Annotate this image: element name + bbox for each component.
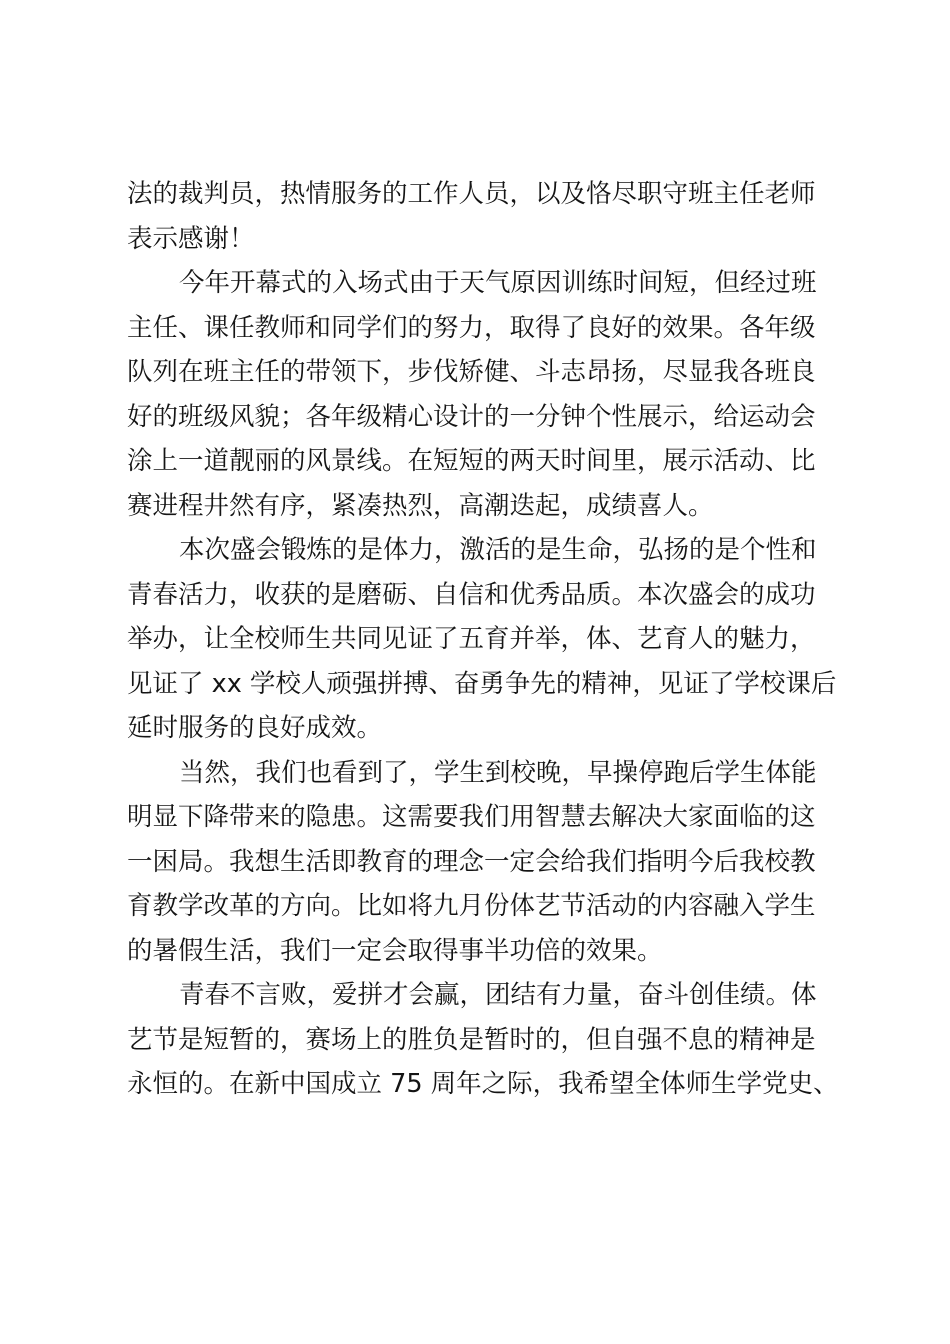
- text-line: 明显下降带来的隐患。这需要我们用智慧去解决大家面临的这: [127, 802, 816, 832]
- text-line: 育教学改革的方向。比如将九月份体艺节活动的内容融入学生: [127, 891, 816, 921]
- text-line: 延时服务的良好成效。: [127, 713, 383, 743]
- text-line: 永恒的。在新中国成立 75 周年之际，我希望全体师生学党史、: [127, 1069, 839, 1099]
- text-line: 见证了 xx 学校人顽强拼搏、奋勇争先的精神，见证了学校课后: [127, 668, 837, 699]
- text-line: 今年开幕式的入场式由于天气原因训练时间短，但经过班: [179, 268, 817, 298]
- text-line: 队列在班主任的带领下，步伐矫健、斗志昂扬，尽显我各班良: [127, 357, 816, 387]
- text-line: 主任、课任教师和同学们的努力，取得了良好的效果。各年级: [127, 312, 816, 343]
- text-line: 青春不言败，爱拼才会赢，团结有力量，奋斗创佳绩。体: [179, 980, 817, 1010]
- text-line: 好的班级风貌；各年级精心设计的一分钟个性展示，给运动会: [127, 401, 816, 432]
- text-line: 的暑假生活，我们一定会取得事半功倍的效果。: [127, 935, 663, 966]
- text-line: 青春活力，收获的是磨砺、自信和优秀品质。本次盛会的成功: [127, 579, 816, 610]
- text-line: 表示感谢！: [127, 223, 255, 254]
- text-line: 当然，我们也看到了，学生到校晚，早操停跑后学生体能: [179, 757, 817, 788]
- text-line: 法的裁判员，热情服务的工作人员，以及恪尽职守班主任老师: [127, 179, 816, 209]
- document-body: [127, 172, 847, 1107]
- text-line: 举办，让全校师生共同见证了五育并举，体、艺育人的魅力，: [127, 624, 816, 654]
- text-line: 赛进程井然有序，紧凑热烈，高潮迭起，成绩喜人。: [127, 490, 714, 521]
- text-line: 艺节是短暂的，赛场上的胜负是暂时的，但自强不息的精神是: [127, 1024, 816, 1055]
- text-line: 一困局。我想生活即教育的理念一定会给我们指明今后我校教: [127, 846, 816, 877]
- text-line: 本次盛会锻炼的是体力，激活的是生命，弘扬的是个性和: [179, 535, 817, 565]
- text-line: 涂上一道靓丽的风景线。在短短的两天时间里，展示活动、比: [127, 446, 816, 476]
